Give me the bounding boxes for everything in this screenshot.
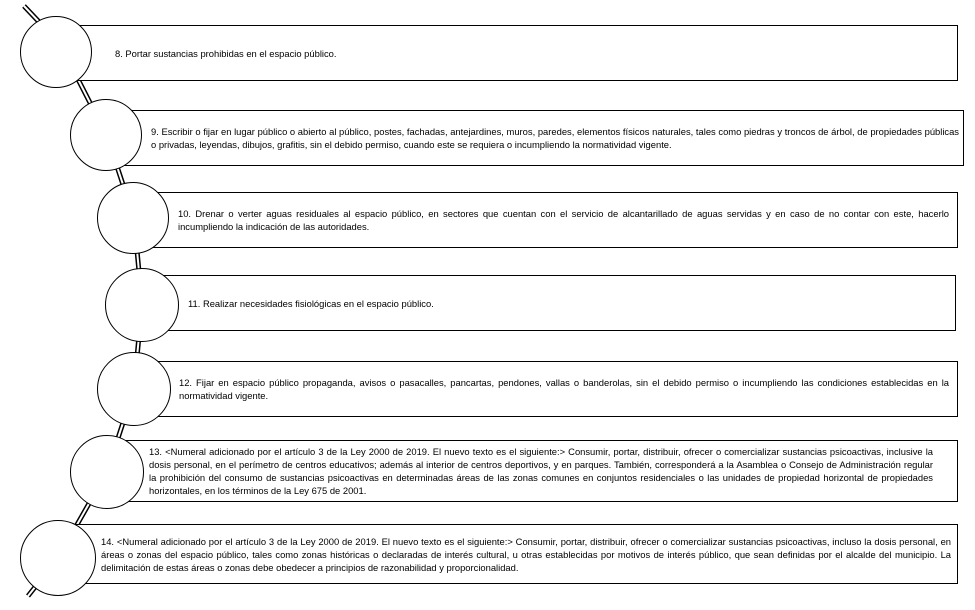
item-circle-9: [70, 99, 142, 171]
item-circle-13: [70, 435, 144, 509]
item-circle-8: [20, 16, 92, 88]
item-box-14: [62, 524, 958, 584]
item-box-11: [145, 275, 956, 331]
item-box-12: [136, 361, 958, 417]
item-box-10: [135, 192, 958, 248]
item-text-10: 10. Drenar o verter aguas residuales al espacio público, en sectores que cuentan con el servicio de alcantarillado de aguas servidas y en caso de no contar con este, hacerlo incumpliendo la indicación de las autoridades.: [178, 208, 949, 232]
item-text-8: 8. Portar sustancias prohibidas en el espacio público.: [115, 47, 337, 59]
item-circle-14: [20, 520, 96, 596]
item-box-8: [62, 25, 958, 81]
item-text-14: 14. <Numeral adicionado por el artículo 3 de la Ley 2000 de 2019. El nuevo texto es el siguiente:> Consumir, portar, distribuir, ofrecer o comercializar sustancias psicoactivas, incluso la dosis personal, en áreas o zonas del espacio público, tales como zonas históricas o declaradas de interés cultural, u otras establecidas por motivos de interés público, que sean definidas por el alcalde del municipio. La delimitación de estas áreas o zonas debe obedecer a principios de razonabilidad y proporcionalidad.: [101, 535, 951, 573]
item-text-9: 9. Escribir o fijar en lugar público o abierto al público, postes, fachadas, antejardines, muros, paredes, elementos físicos naturales, tales como piedras y troncos de árbol, de propiedades públicas o privadas, leyendas, dibujos, grafitis, sin el debido permiso, cuando este se requiera o incumpliendo la normatividad vigente.: [151, 126, 959, 150]
item-circle-10: [97, 182, 169, 254]
item-circle-11: [105, 268, 179, 342]
item-text-12: 12. Fijar en espacio público propaganda, avisos o pasacalles, pancartas, pendones, vallas o banderolas, sin el debido permiso o incumpliendo las condiciones establecidas en la normatividad vigente.: [179, 377, 949, 401]
item-text-13: 13. <Numeral adicionado por el artículo 3 de la Ley 2000 de 2019. El nuevo texto es el siguiente:> Consumir, portar, distribuir, ofrecer o comercializar sustancias psicoactivas, inclusive la dosis personal, en el perímetro de centros educativos; además al interior de centros deportivos, y en parques. También, corresponderá a la Asamblea o Consejo de Administración regular la prohibición del consumo de sustancias psicoactivas en determinadas áreas de las zonas comunes en conjuntos residenciales o las unidades de propiedad horizontal de propiedades horizontales, en los términos de la Ley 675 de 2001.: [149, 446, 933, 496]
item-box-13: [110, 440, 958, 502]
item-text-11: 11. Realizar necesidades fisiológicas en el espacio público.: [188, 297, 434, 309]
item-box-9: [110, 110, 964, 166]
item-circle-12: [97, 352, 171, 426]
